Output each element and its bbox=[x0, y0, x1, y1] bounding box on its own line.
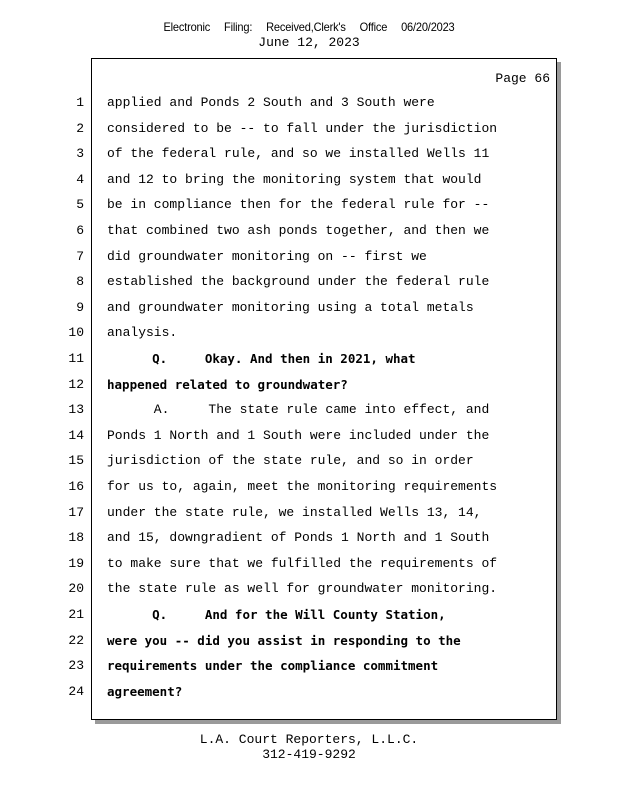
answer-line: and 15, downgradient of Ponds 1 North and 1 South bbox=[107, 530, 490, 546]
line-number: 20 bbox=[68, 581, 84, 597]
answer-line: to make sure that we fulfilled the requirements of bbox=[107, 555, 498, 571]
filing-stamp-filing: Filing: bbox=[224, 20, 253, 34]
answer-line: the state rule as well for groundwater monitoring. bbox=[107, 581, 498, 597]
reporter-phone: 312-419-9292 bbox=[262, 747, 356, 762]
transcript-line: and groundwater monitoring using a total metals bbox=[107, 299, 474, 315]
page-footer bbox=[0, 732, 618, 762]
line-number: 23 bbox=[68, 658, 84, 674]
filing-stamp-electronic: Electronic bbox=[163, 20, 211, 34]
line-number: 2 bbox=[76, 120, 84, 136]
line-number: 9 bbox=[76, 299, 84, 315]
answer-line: under the state rule, we installed Wells 13, 14, bbox=[107, 504, 482, 520]
line-number: 3 bbox=[76, 146, 84, 162]
line-number: 5 bbox=[76, 197, 84, 213]
page-number: Page 66 bbox=[495, 71, 550, 86]
filing-stamp-received: Received,Clerk's bbox=[266, 20, 346, 34]
line-number: 7 bbox=[76, 248, 84, 264]
transcript-line: and 12 to bring the monitoring system that would bbox=[107, 171, 482, 187]
line-number: 12 bbox=[68, 376, 84, 392]
question-line: were you -- did you assist in responding to the bbox=[107, 632, 461, 648]
filing-stamp-office: Office bbox=[359, 20, 388, 34]
line-number: 10 bbox=[68, 325, 84, 341]
filing-stamp-date: 06/20/2023 bbox=[401, 20, 455, 34]
line-number: 13 bbox=[68, 402, 84, 418]
question-line: Q. And for the Will County Station, bbox=[107, 607, 446, 622]
line-number: 11 bbox=[68, 351, 84, 366]
line-number: 22 bbox=[68, 632, 84, 648]
question-line: Q. Okay. And then in 2021, what bbox=[107, 351, 416, 366]
transcript-line: considered to be -- to fall under the jurisdiction bbox=[107, 120, 498, 136]
transcript-line: established the background under the federal rule bbox=[107, 274, 490, 290]
line-number: 1 bbox=[76, 95, 84, 110]
transcript-line: that combined two ash ponds together, and then we bbox=[107, 223, 490, 238]
transcript-line: analysis. bbox=[107, 325, 178, 341]
answer-line: Ponds 1 North and 1 South were included under the bbox=[107, 427, 490, 443]
answer-line: A. The state rule came into effect, and bbox=[107, 402, 490, 418]
question-line: requirements under the compliance commitment bbox=[107, 658, 439, 674]
transcript-line: applied and Ponds 2 South and 3 South were bbox=[107, 95, 435, 110]
line-number: 21 bbox=[68, 607, 84, 622]
line-number: 8 bbox=[76, 274, 84, 290]
line-number: 19 bbox=[68, 555, 84, 571]
line-number: 6 bbox=[76, 223, 84, 238]
line-number: 16 bbox=[68, 479, 84, 494]
question-line: happened related to groundwater? bbox=[107, 376, 348, 392]
line-number: 24 bbox=[68, 683, 84, 699]
answer-line: for us to, again, meet the monitoring requirements bbox=[107, 479, 498, 494]
line-number: 4 bbox=[76, 171, 84, 187]
line-number: 18 bbox=[68, 530, 84, 546]
transcript-line: be in compliance then for the federal rule for -- bbox=[107, 197, 490, 213]
transcript-line: did groundwater monitoring on -- first we bbox=[107, 248, 427, 264]
transcript-line: of the federal rule, and so we installed Wells 11 bbox=[107, 146, 490, 162]
transcript-date: June 12, 2023 bbox=[258, 35, 360, 50]
line-number: 14 bbox=[68, 427, 84, 443]
line-number: 15 bbox=[68, 453, 84, 469]
filing-stamp bbox=[25, 20, 594, 34]
line-number: 17 bbox=[68, 504, 84, 520]
answer-line: jurisdiction of the state rule, and so in order bbox=[107, 453, 474, 469]
reporter-company: L.A. Court Reporters, L.L.C. bbox=[199, 732, 419, 747]
question-line: agreement? bbox=[107, 683, 183, 699]
